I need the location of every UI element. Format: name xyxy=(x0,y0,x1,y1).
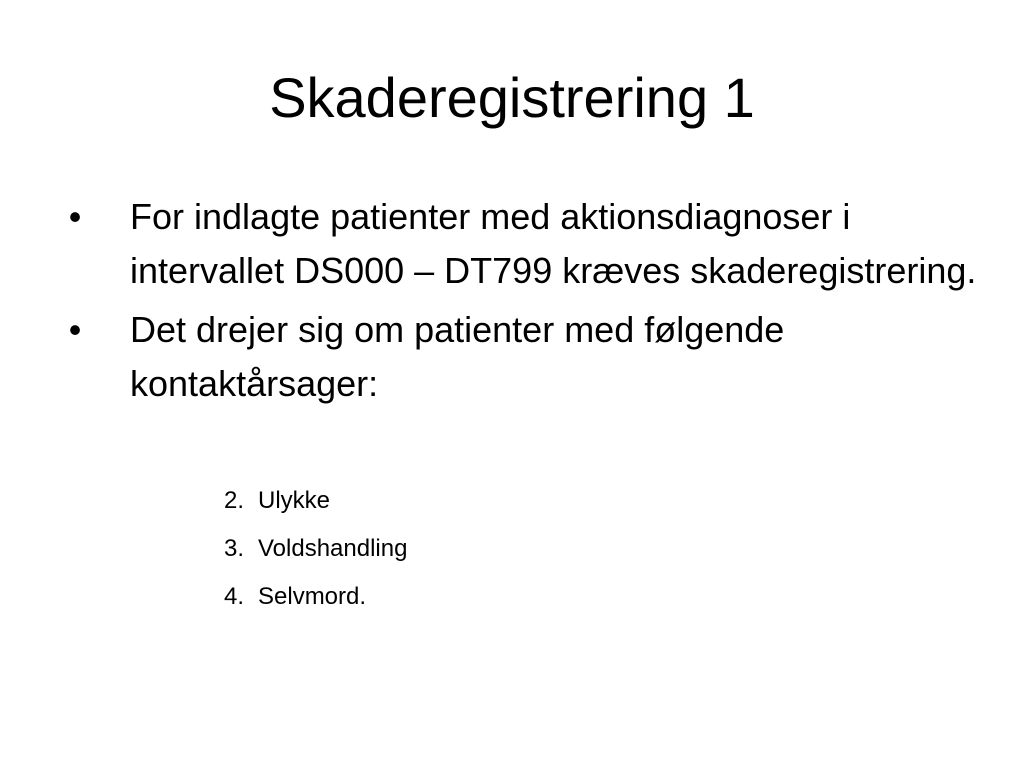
sublist-item xyxy=(0,477,1024,525)
bullet-item xyxy=(0,303,1024,411)
bullet-marker: • xyxy=(68,196,82,237)
bullet-text: For indlagte patienter med aktionsdiagnoser i intervallet DS000 – DT799 kræves skaderegistrering. xyxy=(130,196,977,291)
sublist-number: 2. xyxy=(223,487,244,514)
sublist-text: Ulykke xyxy=(258,487,331,514)
sublist-text: Voldshandling xyxy=(258,535,408,562)
sublist-item xyxy=(0,525,1024,573)
sublist-number: 3. xyxy=(223,535,244,562)
numbered-sublist xyxy=(0,477,1024,621)
sublist-text: Selvmord. xyxy=(258,583,367,610)
bullet-item xyxy=(0,190,1024,298)
bullet-text: Det drejer sig om patienter med følgende kontaktårsager: xyxy=(130,309,785,404)
sublist-number: 4. xyxy=(223,583,244,610)
bullet-list xyxy=(0,190,1024,416)
sublist-item xyxy=(0,573,1024,621)
slide-title: Skaderegistrering 1 xyxy=(269,66,755,129)
bullet-marker: • xyxy=(68,309,82,350)
